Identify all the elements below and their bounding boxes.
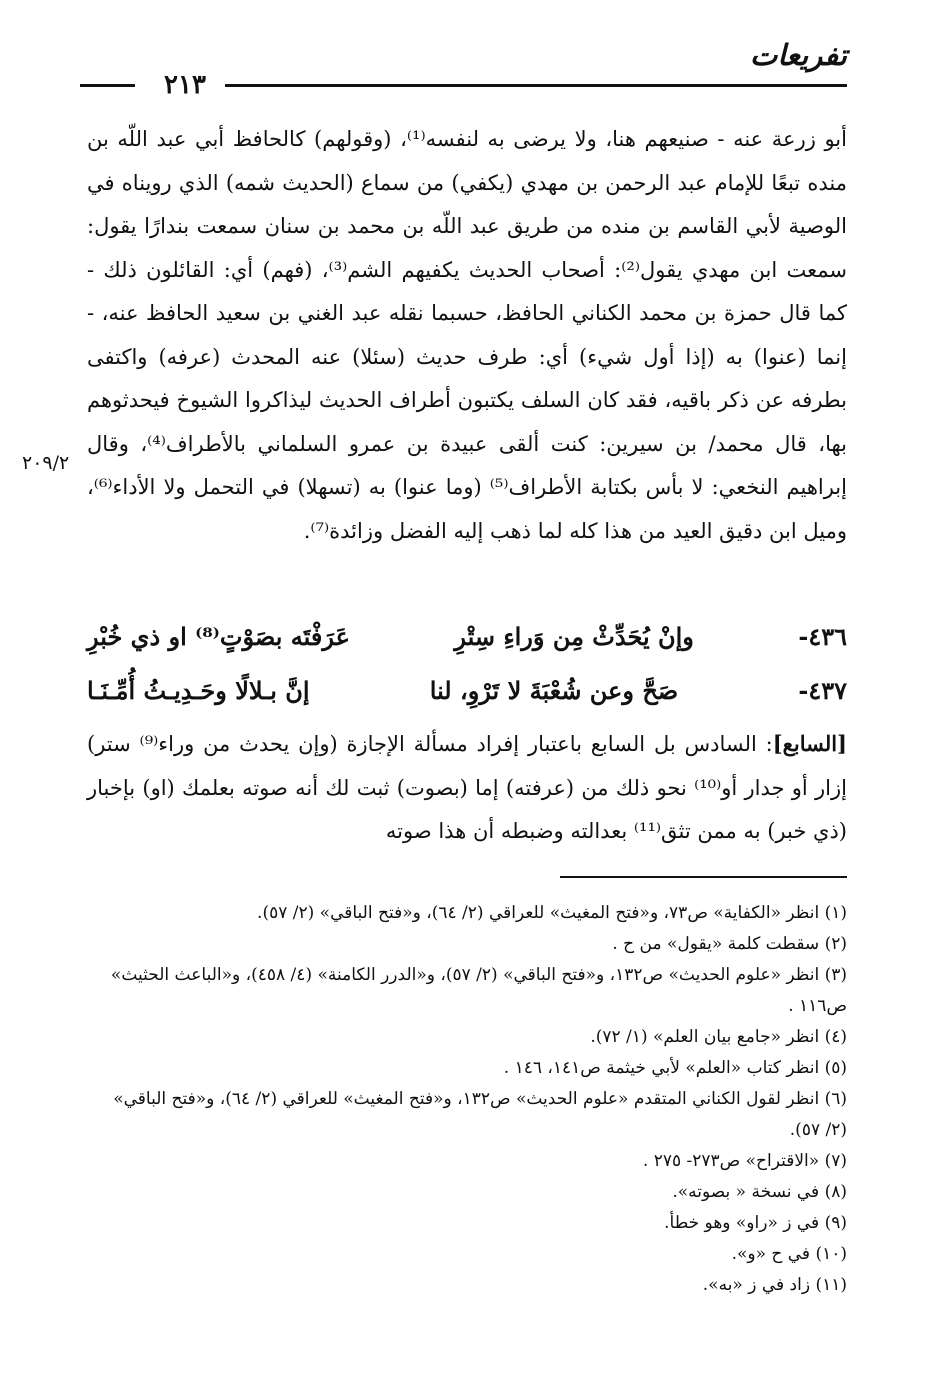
footnote: (٩) في ز «راو» وهو خطأ.: [664, 1213, 847, 1233]
verse-437: [87, 676, 847, 705]
margin-folio-note: ٢٠٩/٢: [22, 452, 70, 474]
verse-first-hemistich: وإنْ يُحَدِّثْ مِن وَراءِ سِتْرِ: [454, 622, 694, 651]
verse-number: ٤٣٧-: [798, 676, 847, 705]
running-header-title: تفريعات: [750, 38, 847, 72]
footnote: (٨) في نسخة « بصوته».: [672, 1182, 847, 1202]
verse-second-hemistich: عَرَفْتَه بصَوْتٍ⁽⁸⁾ او ذي خُبْرِ: [87, 622, 350, 651]
footnote: (٤) انظر «جامع بيان العلم» (١/ ٧٢).: [590, 1027, 847, 1047]
verse-first-hemistich: صَحَّ وعن شُعْبَةَ لا تَرْوِ، لنا: [429, 676, 679, 705]
main-text: [87, 118, 847, 553]
footnote: (٢) سقطت كلمة «يقول» من ح .: [612, 934, 847, 954]
verse-second-hemistich: إنَّ بـلالًا وحَـدِيـثُ أُمِّـنَـا: [87, 676, 310, 705]
footnote: (١٠) في ح «و».: [731, 1244, 847, 1264]
commentary-paragraph: [87, 722, 847, 854]
footnote: (١) انظر «الكفاية» ص٧٣، و«فتح المغيث» للعراقي (٢/ ٦٤)، و«فتح الباقي» (٢/ ٥٧).: [257, 903, 847, 923]
commentary-text: [87, 722, 847, 854]
section-label: [السابع]: [772, 731, 847, 756]
footnote: (٧) «الاقتراح» ص٢٧٣- ٢٧٥ .: [642, 1151, 847, 1171]
verse-436: [87, 622, 847, 651]
footnote-rule: [560, 876, 847, 878]
footnotes: [87, 898, 847, 1301]
footnote: (٥) انظر كتاب «العلم» لأبي خيثمة ص١٤١، ١٤٦ .: [503, 1058, 847, 1078]
verse-number: ٤٣٦-: [798, 622, 847, 651]
footnote: (٣) انظر «علوم الحديث» ص١٣٢، و«فتح الباقي» (٢/ ٥٧)، و«الدرر الكامنة» (٤/ ٤٥٨)، و«الباعث الحثيث» ص١١٦ .: [110, 965, 847, 1016]
page-number: ٢١٣: [164, 70, 206, 100]
main-paragraph: أبو زرعة عنه - صنيعهم هنا، ولا يرضى به لنفسه⁽¹⁾، (وقولهم) كالحافظ أبي عبد اللّه بن منده تبعًا للإمام عبد الرحمن بن مهدي (يكفي) من سماع (الحديث شمه) الذي رويناه في الوصية لأبي القاسم بن منده من طريق عبد اللّه بن محمد بن سنان سمعت بندارًا يقول: سمعت ابن مهدي يقول⁽²⁾: أصحاب الحديث يكفيهم الشم⁽³⁾، (فهم) أي: القائلون ذلك - كما قال حمزة بن محمد الكناني الحافظ، حسبما نقله عبد الغني بن سعيد الحافظ عنه، - إنما (عنوا) به (إذا أول شيء) أي: طرف حديث (سئلا) عنه المحدث (عرفه) واكتفى بطرفه عن ذكر باقيه، فقد كان السلف يكتبون أطراف الحديث ليذاكروا الشيوخ فيحدثوهم بها، قال محمد/ بن سيرين: كنت ألقى عبيدة بن عمرو السلماني بالأطراف⁽⁴⁾، وقال إبراهيم النخعي: لا بأس بكتابة الأطراف⁽⁵⁾ (وما عنوا) به (تسهلا) في التحمل ولا الأداء⁽⁶⁾، وميل ابن دقيق العيد من هذا كله لما ذهب إليه الفضل وزائدة⁽⁷⁾.: [87, 127, 847, 543]
footnote: (١١) زاد في ز «به».: [702, 1275, 847, 1295]
commentary-body: : السادس بل السابع باعتبار إفراد مسألة الإجازة (وإن يحدث من وراء⁽⁹⁾ ستر) إزار أو جدار أو⁽¹⁰⁾ نحو ذلك من (عرفته) إما (بصوت) ثبت لك أنه صوته بعلمك (او) بإخبار (ذي خبر) به ممن تثق⁽¹¹⁾ بعدالته وضبطه أن هذا صوته: [87, 732, 847, 843]
footnote: (٦) انظر لقول الكناني المتقدم «علوم الحديث» ص١٣٢، و«فتح المغيث» للعراقي (٢/ ٦٤)، و«فتح الباقي» (٢/ ٥٧).: [113, 1089, 847, 1140]
